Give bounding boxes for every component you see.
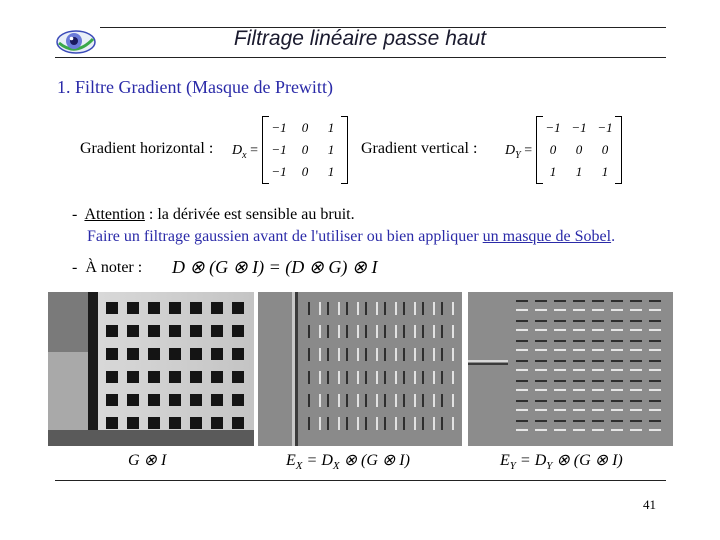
matrix-cell: 1: [601, 164, 609, 179]
footer-rule: [55, 480, 666, 481]
horizontal-edge-image: [258, 292, 462, 446]
matrix-cell: 0: [575, 142, 583, 157]
matrix-cell: 0: [549, 142, 557, 157]
dx-symbol: $D_x$ =: [232, 143, 258, 161]
caption-smoothed: G ⊗ I: [128, 452, 167, 469]
matrix-cell: 0: [301, 142, 309, 157]
caption-ey: $E_Y = D_Y$ ⊗ (G ⊗ I): [500, 452, 623, 473]
matrix-cell: −1: [597, 120, 613, 135]
associativity-formula: D ⊗ (G ⊗ I) = (D ⊗ G) ⊗ I: [172, 257, 378, 277]
caption-ex: $E_X = D_X$ ⊗ (G ⊗ I): [286, 452, 410, 473]
sobel-link[interactable]: un masque de Sobel: [482, 228, 612, 245]
filter-note: Faire un filtrage gaussien avant de l'utiliser ou bien appliquer un masque de Sobel.: [87, 228, 616, 245]
matrix-cell: −1: [545, 120, 561, 135]
matrix-cell: 1: [327, 142, 335, 157]
section-title: 1. Filtre Gradient (Masque de Prewitt): [57, 77, 333, 97]
page-number: 41: [643, 497, 656, 512]
dy-symbol: $D_Y$ =: [505, 143, 533, 161]
horizontal-matrix: [262, 116, 348, 184]
matrix-cell: 1: [327, 120, 335, 135]
matrix-cell: 0: [301, 164, 309, 179]
vertical-gradient-label: Gradient vertical :: [361, 140, 478, 157]
matrix-cell: −1: [271, 164, 287, 179]
matrix-cell: 0: [601, 142, 609, 157]
noter-note: - À noter :: [72, 259, 143, 276]
matrix-cell: 0: [301, 120, 309, 135]
matrix-cell: −1: [271, 120, 287, 135]
vertical-edge-image: [468, 292, 673, 446]
header-rule-bottom: [55, 57, 666, 58]
matrix-cell: −1: [271, 142, 287, 157]
attention-note: - Attention : la dérivée est sensible au bruit.: [72, 206, 355, 223]
smoothed-image: [48, 292, 254, 446]
page-title: Filtrage linéaire passe haut: [233, 27, 487, 50]
matrix-cell: 1: [575, 164, 583, 179]
vertical-matrix: [536, 116, 622, 184]
matrix-cell: 1: [549, 164, 557, 179]
horizontal-gradient-label: Gradient horizontal :: [80, 140, 214, 157]
matrix-cell: 1: [327, 164, 335, 179]
matrix-cell: −1: [571, 120, 587, 135]
attention-word: Attention: [84, 206, 145, 223]
